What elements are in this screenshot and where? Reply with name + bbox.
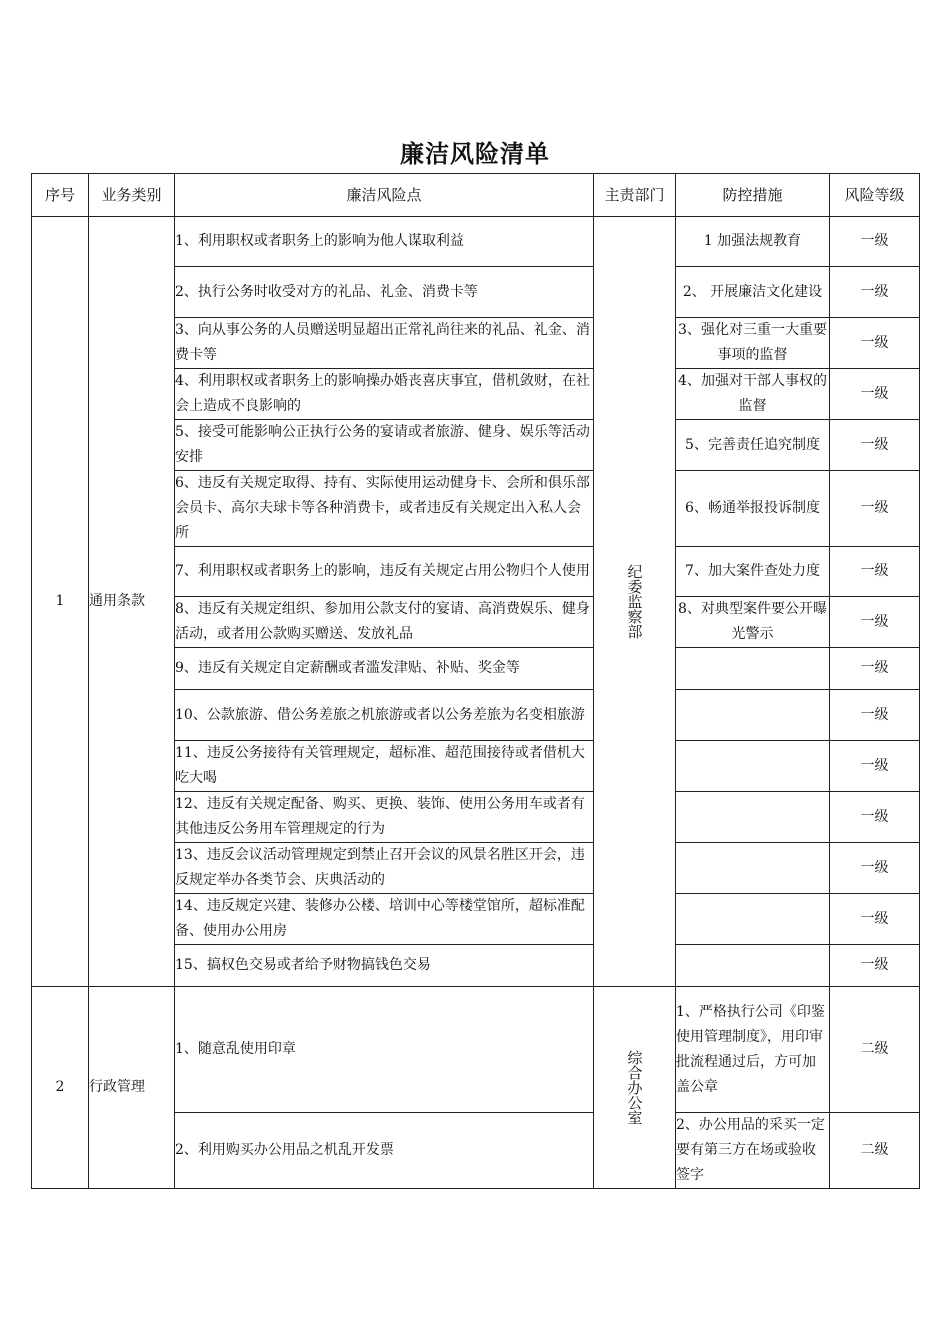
risk-level: 一级	[830, 945, 920, 987]
measure: 5、完善责任追究制度	[676, 420, 830, 471]
risk-level: 一级	[830, 318, 920, 369]
group-dept	[594, 987, 676, 1189]
measure	[676, 648, 830, 690]
risk-level: 一级	[830, 690, 920, 741]
measure: 7、加大案件查处力度	[676, 547, 830, 597]
risk-level: 一级	[830, 217, 920, 267]
measure	[676, 741, 830, 792]
risk-point: 2、执行公务时收受对方的礼品、礼金、消费卡等	[175, 267, 594, 318]
header-row	[32, 174, 920, 217]
measure	[676, 945, 830, 987]
risk-level: 二级	[830, 1113, 920, 1189]
table-row	[32, 217, 920, 267]
measure	[676, 690, 830, 741]
risk-point: 15、搞权色交易或者给予财物搞钱色交易	[175, 945, 594, 987]
risk-point: 6、违反有关规定取得、持有、实际使用运动健身卡、会所和俱乐部会员卡、高尔夫球卡等各种消费卡，或者违反有关规定出入私人会所	[175, 471, 594, 547]
measure: 4、加强对干部人事权的监督	[676, 369, 830, 420]
header-dept: 主责部门	[594, 174, 676, 217]
measure: 2、办公用品的采买一定要有第三方在场或验收签字	[676, 1113, 830, 1189]
risk-point: 2、利用购买办公用品之机乱开发票	[175, 1113, 594, 1189]
dept-label: 纪委监察部	[625, 564, 644, 639]
risk-level: 一级	[830, 547, 920, 597]
document-title: 廉洁风险清单	[400, 139, 550, 168]
risk-table	[31, 173, 920, 1189]
measure: 1、严格执行公司《印鉴使用管理制度》，用印审批流程通过后，方可加盖公章	[676, 987, 830, 1113]
risk-level: 一级	[830, 471, 920, 547]
risk-point: 3、向从事公务的人员赠送明显超出正常礼尚往来的礼品、礼金、消费卡等	[175, 318, 594, 369]
header-no: 序号	[32, 174, 89, 217]
risk-point: 10、公款旅游、借公务差旅之机旅游或者以公务差旅为名变相旅游	[175, 690, 594, 741]
risk-level: 一级	[830, 843, 920, 894]
measure: 6、畅通举报投诉制度	[676, 471, 830, 547]
risk-point: 1、随意乱使用印章	[175, 987, 594, 1113]
risk-level: 一级	[830, 420, 920, 471]
measure	[676, 792, 830, 843]
group-category: 行政管理	[89, 987, 175, 1189]
measure: 8、对典型案件要公开曝光警示	[676, 597, 830, 648]
risk-point: 11、违反公务接待有关管理规定，超标准、超范围接待或者借机大吃大喝	[175, 741, 594, 792]
measure	[676, 843, 830, 894]
measure	[676, 894, 830, 945]
risk-level: 一级	[830, 597, 920, 648]
risk-point: 7、利用职权或者职务上的影响，违反有关规定占用公物归个人使用	[175, 547, 594, 597]
header-measure: 防控措施	[676, 174, 830, 217]
risk-point: 5、接受可能影响公正执行公务的宴请或者旅游、健身、娱乐等活动安排	[175, 420, 594, 471]
risk-point: 9、违反有关规定自定薪酬或者滥发津贴、补贴、奖金等	[175, 648, 594, 690]
group-dept	[594, 217, 676, 987]
risk-point: 8、违反有关规定组织、参加用公款支付的宴请、高消费娱乐、健身活动，或者用公款购买赠送、发放礼品	[175, 597, 594, 648]
group-number: 2	[32, 987, 89, 1189]
risk-level: 一级	[830, 267, 920, 318]
dept-label: 综合办公室	[625, 1050, 644, 1125]
risk-point: 14、违反规定兴建、装修办公楼、培训中心等楼堂馆所，超标准配备、使用办公用房	[175, 894, 594, 945]
header-level: 风险等级	[830, 174, 920, 217]
risk-level: 二级	[830, 987, 920, 1113]
risk-point: 12、违反有关规定配备、购买、更换、装饰、使用公务用车或者有其他违反公务用车管理规定的行为	[175, 792, 594, 843]
header-risk: 廉洁风险点	[175, 174, 594, 217]
risk-level: 一级	[830, 792, 920, 843]
measure: 1 加强法规教育	[676, 217, 830, 267]
table-row	[32, 987, 920, 1113]
risk-point: 1、利用职权或者职务上的影响为他人谋取利益	[175, 217, 594, 267]
header-category: 业务类别	[89, 174, 175, 217]
risk-level: 一级	[830, 741, 920, 792]
risk-point: 4、利用职权或者职务上的影响操办婚丧喜庆事宜，借机敛财，在社会上造成不良影响的	[175, 369, 594, 420]
risk-point: 13、违反会议活动管理规定到禁止召开会议的风景名胜区开会，违反规定举办各类节会、庆典活动的	[175, 843, 594, 894]
measure: 3、强化对三重一大重要事项的监督	[676, 318, 830, 369]
measure: 2、 开展廉洁文化建设	[676, 267, 830, 318]
risk-level: 一级	[830, 894, 920, 945]
group-category: 通用条款	[89, 217, 175, 987]
risk-level: 一级	[830, 648, 920, 690]
group-number: 1	[32, 217, 89, 987]
risk-level: 一级	[830, 369, 920, 420]
